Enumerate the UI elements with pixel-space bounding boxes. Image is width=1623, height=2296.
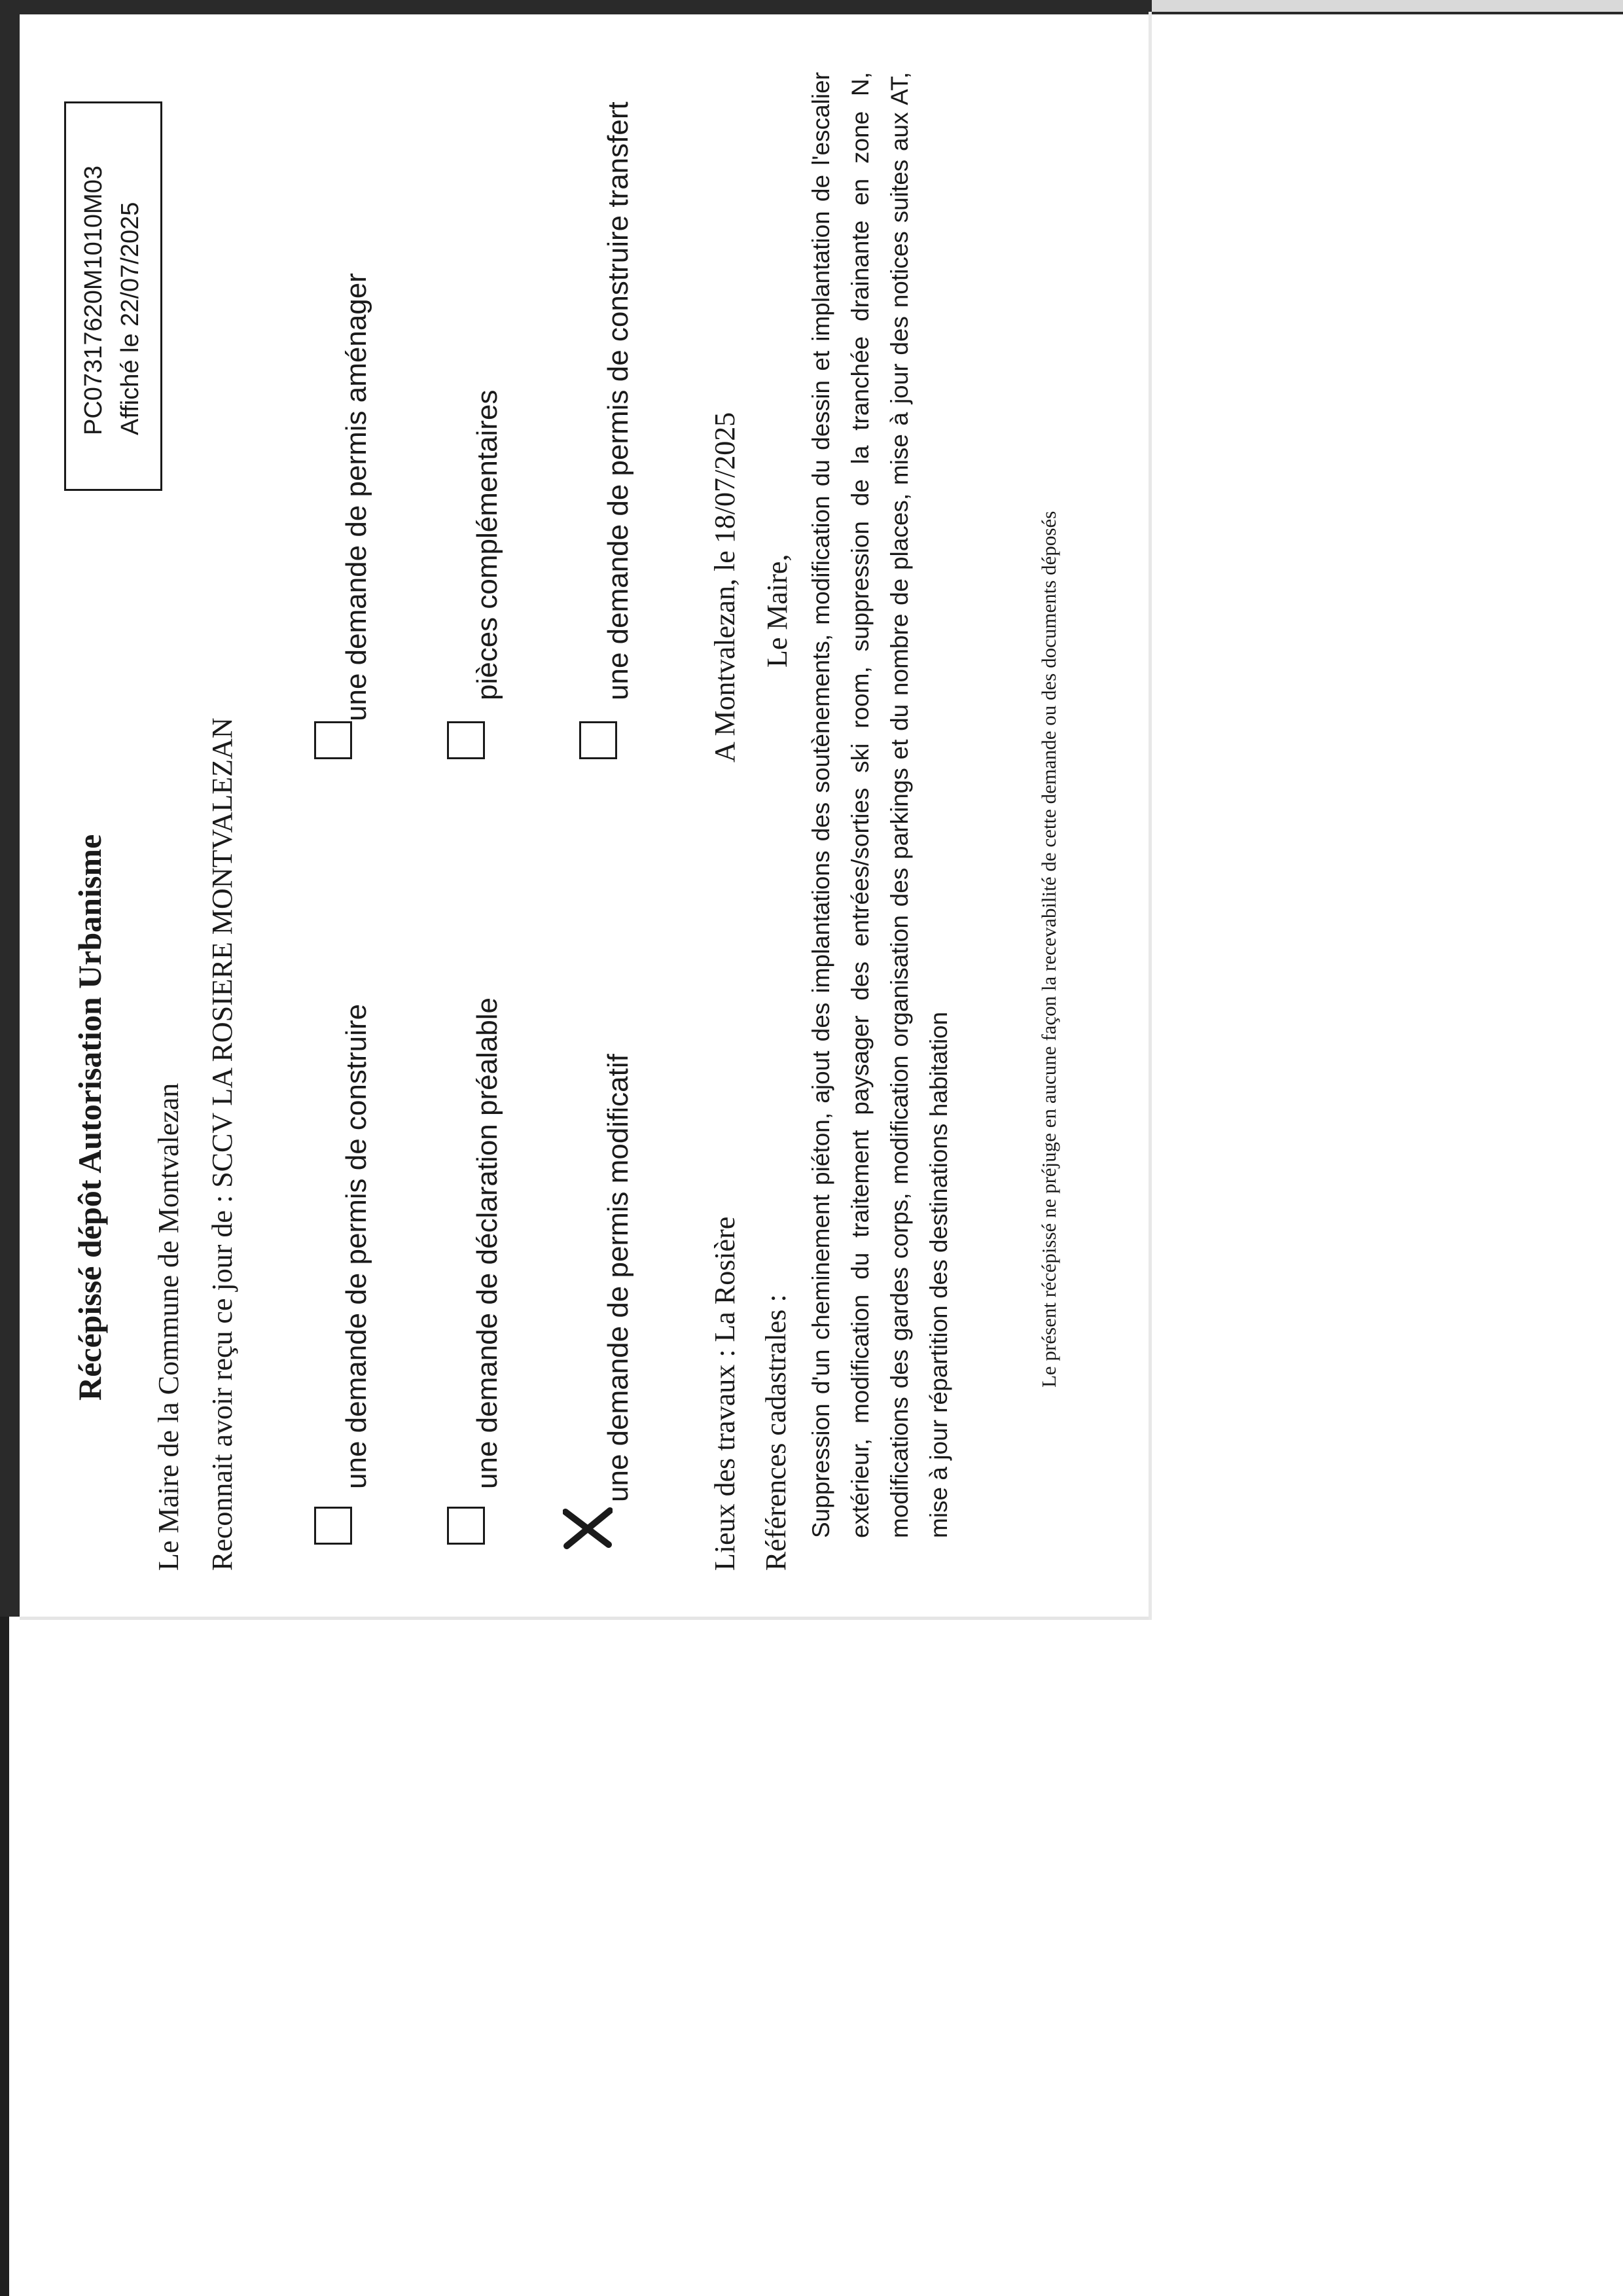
- works-location: Lieux des travaux : La Rosière: [709, 1216, 741, 1571]
- posted-date: Affiché le 22/07/2025: [116, 202, 144, 435]
- reference-number: PC07317620M1010M03: [80, 166, 107, 435]
- checkbox-declaration-prealable[interactable]: [447, 1507, 485, 1545]
- option-declaration-prealable: une demande de déclaration préalable: [471, 997, 503, 1489]
- option-permis-modificatif: une demande de permis modificatif: [602, 1054, 634, 1502]
- works-description: Suppression d'un cheminement piéton, ajout des implantations des soutènements, modification du dessin et implantation de l'escalier extérieur, modification du traitement paysager des entrées/sorties ski room, suppression de la tranchée drainante en zone N, modifications des gardes corps, modification organisation des parkings et du nombre de places, mise à jour des notices suites aux AT, mise à jour répartition des destinations habitation: [808, 72, 952, 1538]
- mayor-line: Le Maire de la Commune de Montvalezan: [152, 1083, 185, 1571]
- document-title: Récépissé dépôt Autorisation Urbanisme: [71, 834, 108, 1401]
- option-pieces-complementaires: pièces complémentaires: [471, 389, 503, 700]
- scan-border-top-right: [1152, 0, 1623, 12]
- option-permis-transfert: une demande de permis de construire transfert: [602, 101, 634, 700]
- cadastral-references: Références cadastrales :: [760, 1294, 792, 1571]
- page-edge-bottom: [20, 1617, 1152, 1620]
- reference-box: [64, 101, 162, 491]
- checkbox-permis-modificatif-checked[interactable]: [563, 1505, 613, 1551]
- place-date: A Montvalezan, le 18/07/2025: [709, 412, 741, 762]
- option-permis-construire: une demande de permis de construire: [340, 1003, 372, 1489]
- check-cross-icon: [563, 1505, 613, 1551]
- scan-border-left-lower: [0, 1617, 9, 2296]
- signatory: Le Maire,: [761, 554, 793, 668]
- footer-disclaimer: Le présent récépissé ne préjuge en aucune façon la recevabilité de cette demande ou des documents déposés: [1037, 511, 1060, 1388]
- checkbox-permis-amenager[interactable]: [314, 721, 352, 759]
- checkbox-pieces-complementaires[interactable]: [447, 721, 485, 759]
- checkbox-permis-construire[interactable]: [314, 1507, 352, 1545]
- option-permis-amenager: une demande de permis aménager: [340, 273, 372, 721]
- checkbox-permis-transfert[interactable]: [579, 721, 617, 759]
- received-line: Reconnait avoir reçu ce jour de : SCCV LA ROSIERE MONTVALEZAN: [206, 717, 238, 1571]
- rotated-receipt-document: [0, 0, 1152, 1571]
